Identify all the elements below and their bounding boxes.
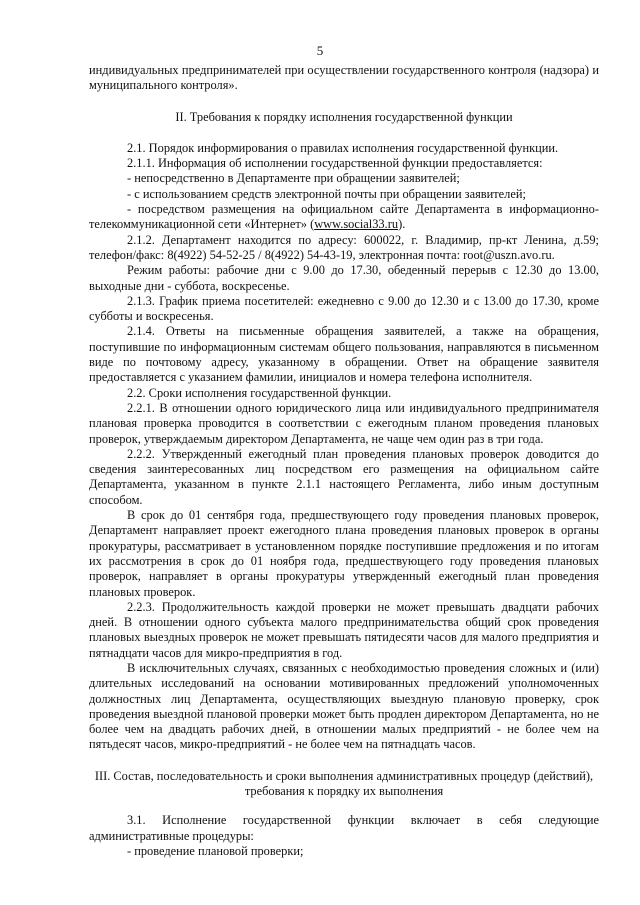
paragraph: - с использованием средств электронной почты при обращении заявителей; xyxy=(127,186,526,201)
paragraph: 2.1.1. Информация об исполнении государственной функции предоставляется: xyxy=(127,156,543,171)
paragraph: В исключительных случаях, связанных с необходимостью проведения сложных и (или) длительных исследований на основании мотивированных предложений уполномоченных должностных лиц Департамента, осуществляющих выездную плановую проверку, срок проведения выездной плановой проверки может быть продлен директором Департамента, но не более чем на двадцать рабочих дней, в отношении малых предприятий - не более чем на пятьдесят часов, микро-предприятий - не более чем на пятнадцать часов. xyxy=(89,660,599,752)
paragraph: В срок до 01 сентября года, предшествующего году проведения плановых проверок, Департамент направляет проект ежегодного плана проведения плановых проверок в органы прокуратуры, рассматривает в установленном порядке поступившие предложения и по итогам их рассмотрения в срок до 01 ноября года, предшествующего году проведения плановых проверок, направляет в органы прокуратуры утвержденный ежегодный план проведения плановых проверок. xyxy=(89,508,599,599)
paragraph: 2.1. Порядок информирования о правилах исполнения государственной функции. xyxy=(127,140,559,155)
paragraph: - проведение плановой проверки; xyxy=(127,843,304,858)
paragraph: 2.1.4. Ответы на письменные обращения заявителей, а также на обращения, поступившие по информационным системам общего пользования, направляются в письменном виде по почтовому адресу, указанному в обращении. Ответ на обращение заявителя предоставляется с указанием фамилии, инициалов и номера телефона исполнителя. xyxy=(89,324,599,385)
document-body xyxy=(89,63,599,859)
website-link[interactable]: www.social33.ru xyxy=(314,217,399,232)
section-heading: II. Требования к порядку исполнения государственной функции xyxy=(175,109,513,124)
paragraph: 2.2.1. В отношении одного юридического лица или индивидуального предпринимателя плановая проверка проводится в соответствии с ежегодным планом проведения плановых проверок, утверждаемым директором Департамента, не чаще чем один раз в три года. xyxy=(89,400,599,446)
paragraph: 2.2.3. Продолжительность каждой проверки не может превышать двадцати рабочих дней. В отношении одного субъекта малого предпринимательства общий срок проведения плановых выездных проверок не может превышать пятидесяти часов для малого предприятия и пятнадцати часов для микро-предприятия в год. xyxy=(89,599,599,660)
paragraph: Режим работы: рабочие дни с 9.00 до 17.30, обеденный перерыв с 12.30 до 13.00, выходные дни - суббота, воскресенье. xyxy=(89,263,599,293)
page-number: 5 xyxy=(316,43,324,58)
paragraph: - посредством размещения на официальном сайте Департамента в информационно-телекоммуникационной сети «Интернет» (www.social33.ru). xyxy=(89,202,599,232)
paragraph: 2.1.3. График приема посетителей: ежедневно с 9.00 до 12.30 и с 13.00 до 17.30, кроме субботы и воскресенья. xyxy=(89,293,599,324)
paragraph: 2.2. Сроки исполнения государственной функции. xyxy=(127,385,392,400)
paragraph: 3.1. Исполнение государственной функции включает в себя следующие административные процедуры: xyxy=(89,813,599,843)
paragraph: - непосредственно в Департаменте при обращении заявителей; xyxy=(127,171,460,186)
paragraph: индивидуальных предпринимателей при осуществлении государственного контроля (надзора) и муниципального контроля». xyxy=(89,63,599,93)
paragraph: 2.2.2. Утвержденный ежегодный план проведения плановых проверок доводится до сведения заинтересованных лиц посредством его размещения на официальном сайте Департамента, указанном в пункте 2.1.1 настоящего Регламента, либо иным доступным способом. xyxy=(89,446,599,507)
paragraph: 2.1.2. Департамент находится по адресу: 600022, г. Владимир, пр-кт Ленина, д.59; телефон/факс: 8(4922) 54-52-25 / 8(4922) 54-43-19, электронная почта: root@uszn.avo.ru. xyxy=(89,232,599,262)
section-heading: III. Состав, последовательность и сроки выполнения административных процедур (действий), требования к порядку их выполнения xyxy=(94,768,594,799)
